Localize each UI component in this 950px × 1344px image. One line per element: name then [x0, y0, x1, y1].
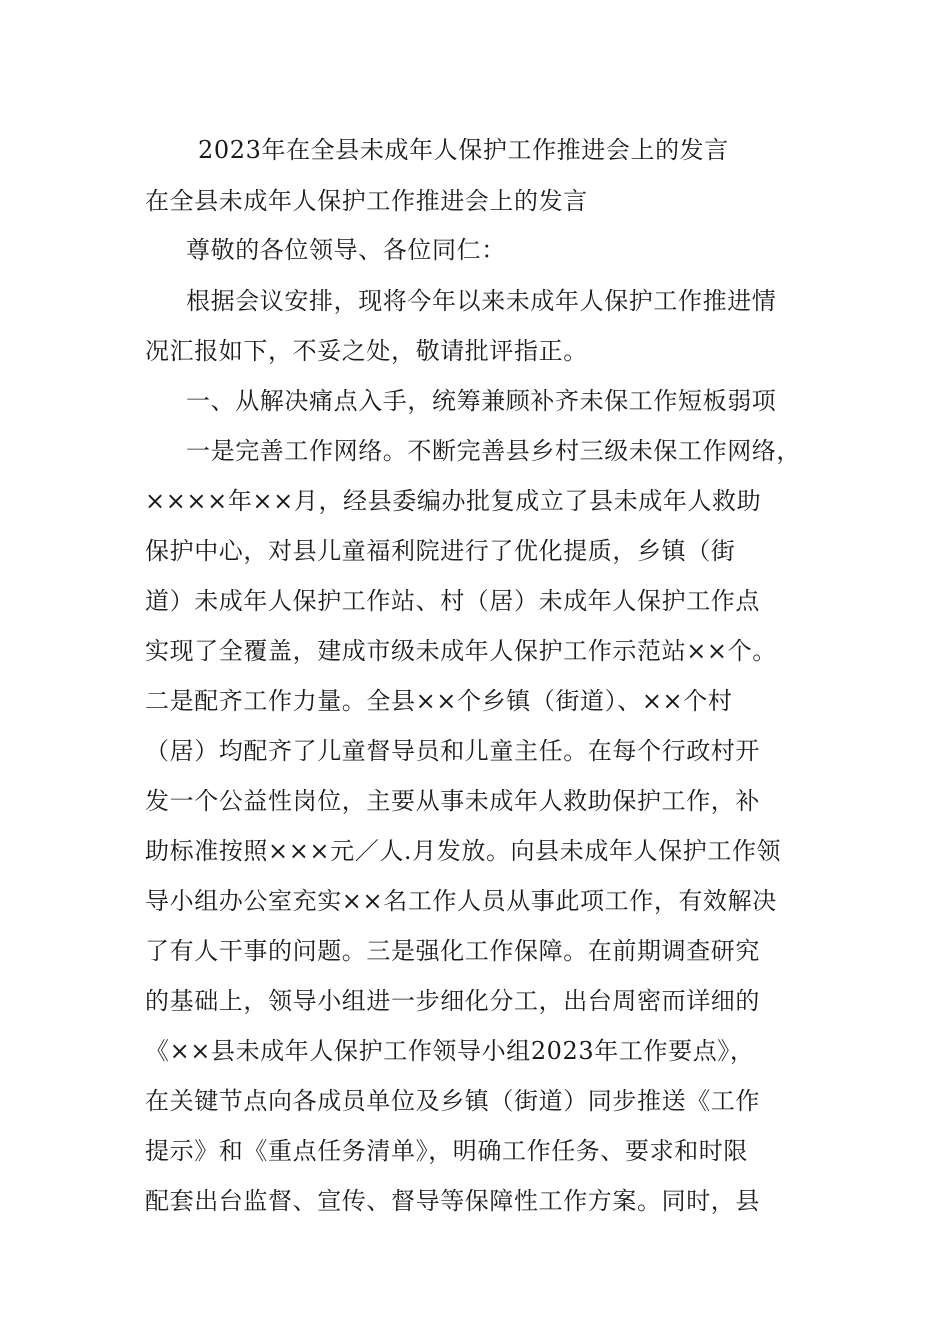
body-line: 助标准按照×××元／人.月发放。向县未成年人保护工作领 — [145, 837, 782, 865]
body-line: 根据会议安排，现将今年以来未成年人保护工作推进情 — [186, 287, 777, 315]
body-line: 的基础上，领导小组进一步细化分工，出台周密而详细的 — [145, 987, 760, 1015]
body-line: 实现了全覆盖，建成市级未成年人保护工作示范站××个。 — [145, 637, 777, 665]
body-line: （居）均配齐了儿童督导员和儿童主任。在每个行政村开 — [145, 737, 760, 765]
body-line: 道）未成年人保护工作站、村（居）未成年人保护工作点 — [145, 587, 760, 615]
section-heading: 一、从解决痛点入手，统筹兼顾补齐未保工作短板弱项 — [186, 387, 777, 415]
body-line: 保护中心，对县儿童福利院进行了优化提质，乡镇（街 — [145, 537, 736, 565]
body-line: 二是配齐工作力量。全县××个乡镇（街道）、××个村 — [145, 687, 733, 715]
body-line: 了有人干事的问题。三是强化工作保障。在前期调查研究 — [145, 937, 760, 965]
salutation: 尊敬的各位领导、各位同仁： — [186, 236, 506, 264]
body-line: 导小组办公室充实××名工作人员从事此项工作，有效解决 — [145, 887, 777, 915]
body-line: 况汇报如下，不妥之处，敬请批评指正。 — [145, 337, 588, 365]
body-line: 提示》和《重点任务清单》，明确工作任务、要求和时限 — [145, 1137, 748, 1165]
document-title: 2023年在全县未成年人保护工作推进会上的发言 — [198, 136, 729, 164]
body-line: 配套出台监督、宣传、督导等保障性工作方案。同时，县 — [145, 1187, 760, 1215]
body-line: ××××年××月，经县委编办批复成立了县未成年人救助 — [145, 487, 762, 515]
body-line: 一是完善工作网络。不断完善县乡村三级未保工作网络， — [186, 437, 801, 465]
body-line: 在关键节点向各成员单位及乡镇（街道）同步推送《工作 — [145, 1087, 760, 1115]
body-line: 《××县未成年人保护工作领导小组2023年工作要点》， — [145, 1037, 755, 1065]
document-subtitle: 在全县未成年人保护工作推进会上的发言 — [145, 187, 588, 215]
body-line: 发一个公益性岗位，主要从事未成年人救助保护工作，补 — [145, 787, 760, 815]
